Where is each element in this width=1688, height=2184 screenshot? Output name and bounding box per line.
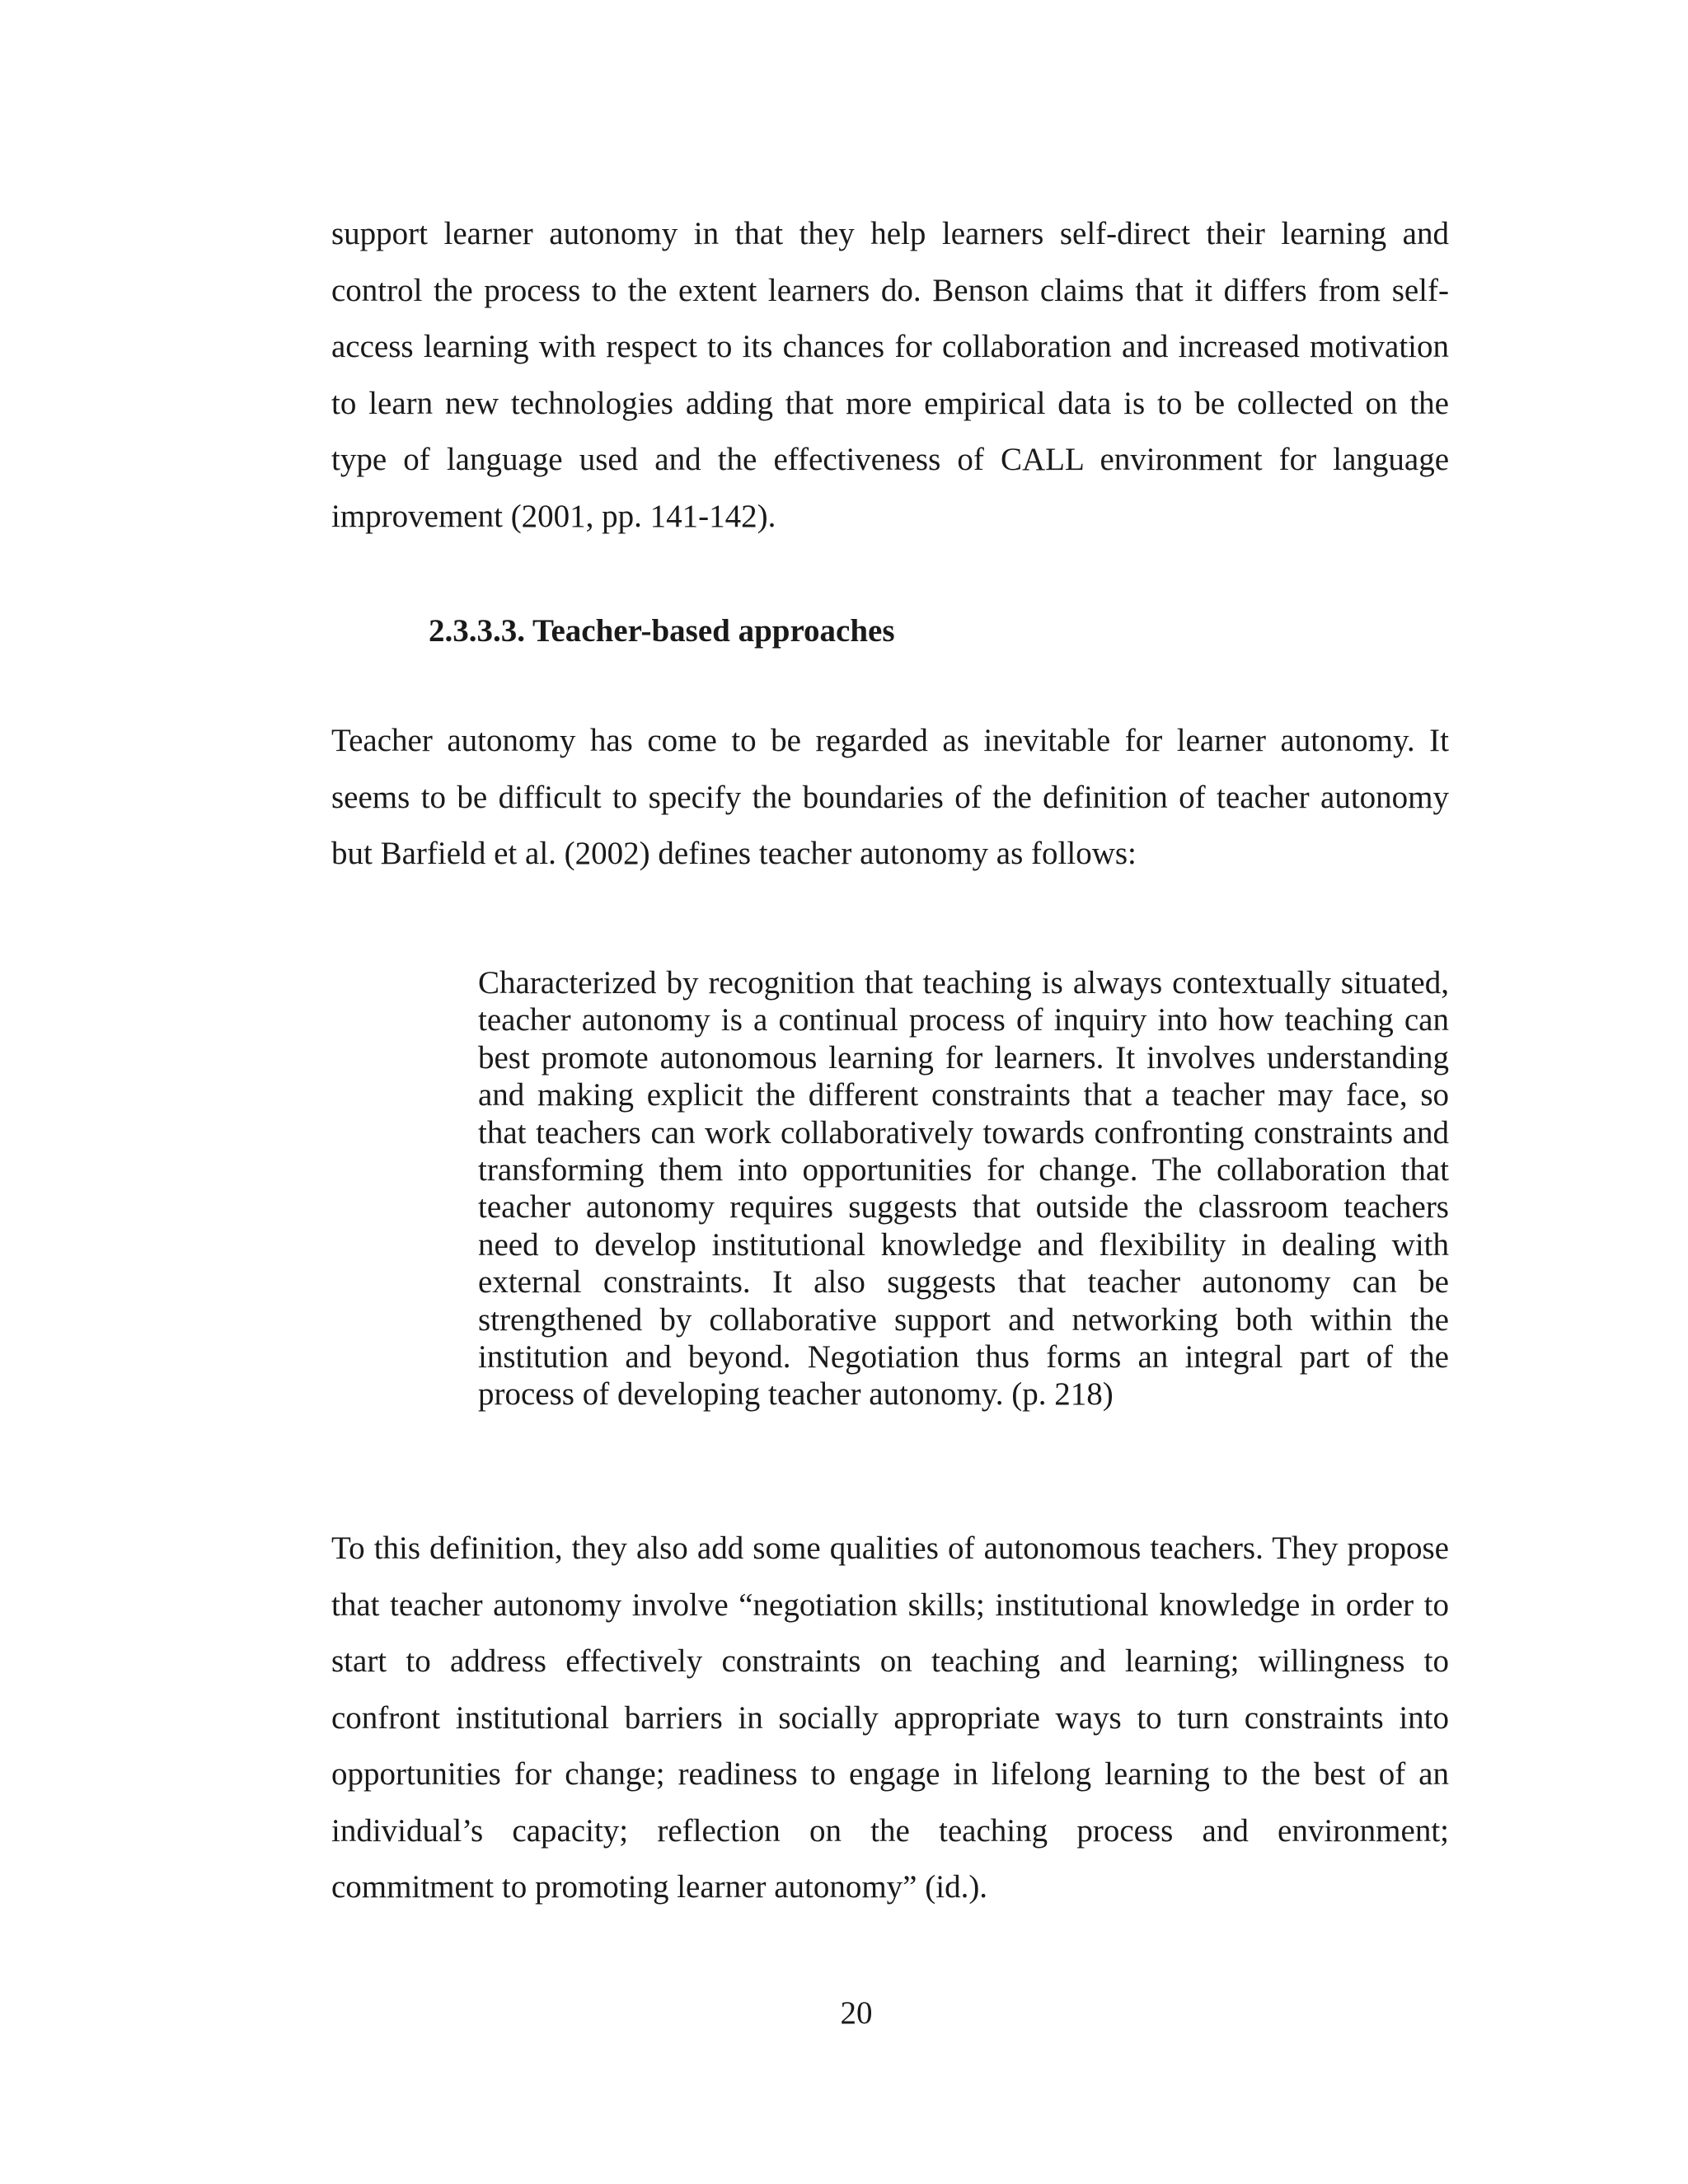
page-number: 20 bbox=[840, 1995, 873, 2031]
section-heading: 2.3.3.3. Teacher-based approaches bbox=[429, 613, 895, 649]
block-quote: Characterized by recognition that teaching is always contextually situated, teacher autonomy is a continual process of inquiry into how teaching can best promote autonomous learning for learners. It involves understanding and making explicit the different constraints that a teacher may face, so that teachers can work collaboratively towards confronting constraints and transforming them into opportunities for change. The collaboration that teacher autonomy requires suggests that outside the classroom teachers need to develop institutional knowledge and flexibility in dealing with external constraints. It also suggests that teacher autonomy can be strengthened by collaborative support and networking both within the institution and beyond. Negotiation thus forms an integral part of the process of developing teacher autonomy. (p. 218) bbox=[478, 965, 1449, 1413]
body-paragraph-3: To this definition, they also add some qualities of autonomous teachers. They propose that teacher autonomy involve “negotiation skills; institutional knowledge in order to start to address effectively constraints on teaching and learning; willingness to confront institutional barriers in socially appropriate ways to turn constraints into opportunities for change; readiness to engage in lifelong learning to the best of an individual’s capacity; reflection on the teaching process and environment; commitment to promoting learner autonomy” (id.). bbox=[331, 1530, 1449, 1905]
body-paragraph-2: Teacher autonomy has come to be regarded as inevitable for learner autonomy. It seems to be difficult to specify the boundaries of the definition of teacher autonomy but Barfield et al. (2002) defines teacher autonomy as follows: bbox=[331, 723, 1449, 871]
body-paragraph-1: support learner autonomy in that they help learners self-direct their learning and control the process to the extent learners do. Benson claims that it differs from self-access learning with respect to its chances for collaboration and increased motivation to learn new technologies adding that more empirical data is to be collected on the type of language used and the effectiveness of CALL environment for language improvement (2001, pp. 141-142). bbox=[331, 216, 1449, 534]
